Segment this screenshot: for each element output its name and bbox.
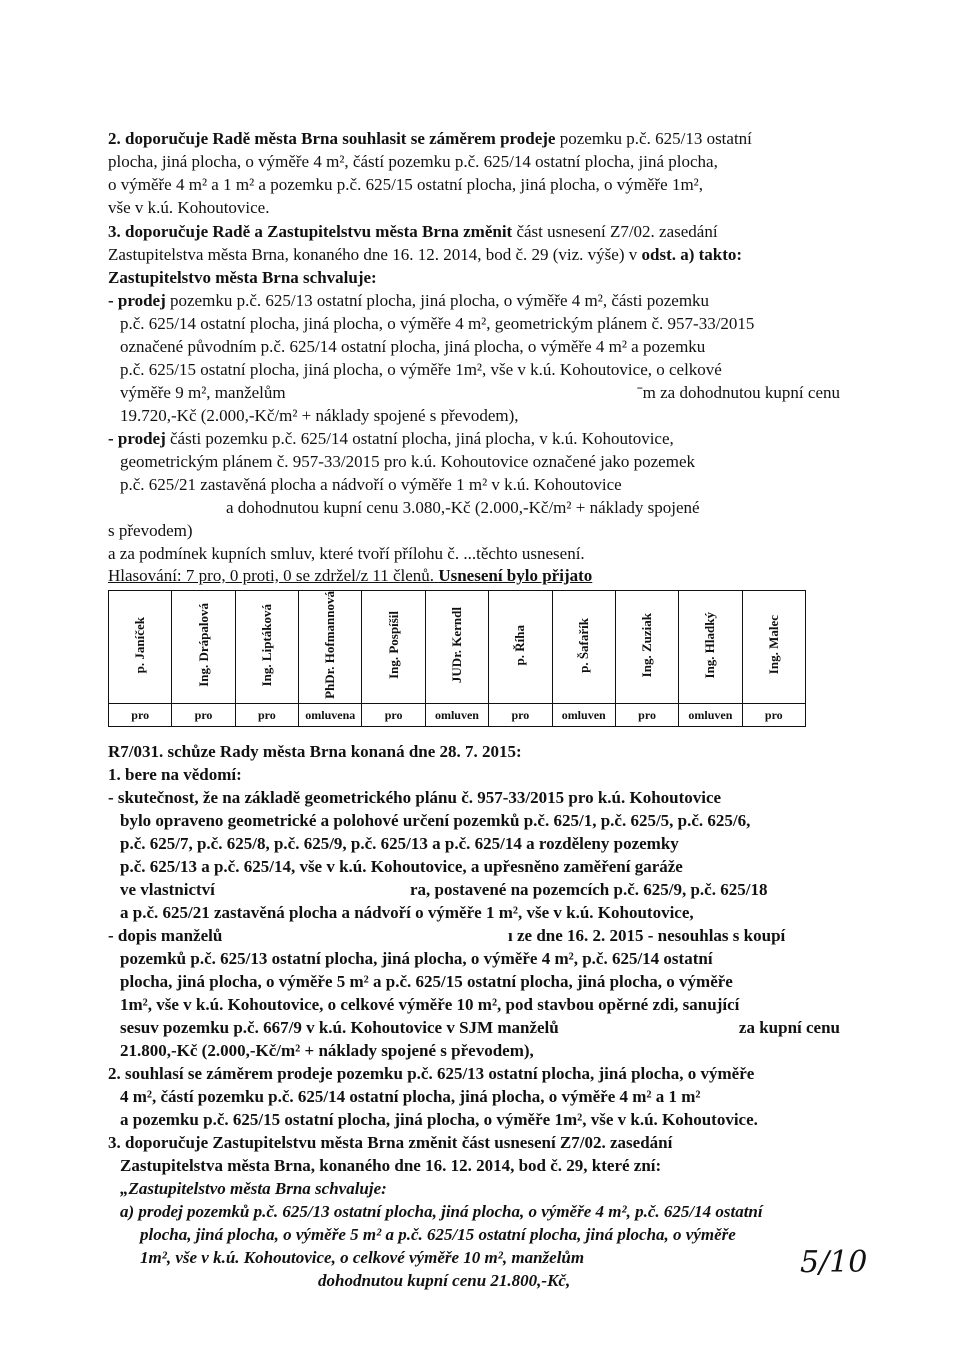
vote-value-cell: pro [362,704,425,727]
sale-l5b: ˉm za dohodnutou kupní cenu [636,383,840,402]
r7-l9: plocha, jiná plocha, o výměře 5 m² a p.č. 625/15 ostatní plocha, jiná plocha, o výměře [120,972,733,991]
r7-sub3: 3. doporučuje Zastupitelstvu města Brna změnit část usnesení Z7/02. zasedání [108,1133,673,1152]
p3-l1: část usnesení Z7/02. zasedání [516,222,718,241]
vote-name-cell [615,591,678,704]
vote-values-row [109,704,806,727]
sale-line9: p.č. 625/21 zastavěná plocha a nádvoří o výměře 1 m² v k.ú. Kohoutovice [120,475,622,494]
page-number-handwritten: 5/10 [800,1245,868,1280]
r7-l2: bylo opraveno geometrické a polohové určení pozemků p.č. 625/1, p.č. 625/5, p.č. 625/6, [120,811,751,830]
vote-value-cell: omluven [679,704,742,727]
p3-l3: Zastupitelstvo města Brna schvaluje: [108,268,377,287]
r7-line11 [120,1018,840,1038]
r7-l4: p.č. 625/13 a p.č. 625/14, vše v k.ú. Kohoutovice, a upřesněno zaměření garáže [120,857,683,876]
r7-s3l6: 1m², vše v k.ú. Kohoutovice, o celkové výměře 10 m², manželům [140,1248,585,1267]
vote-value-cell: pro [615,704,678,727]
sale-l5a: výměře 9 m², manželům [120,383,286,402]
vote-name-cell [742,591,805,704]
vote-value-cell: pro [109,704,172,727]
r7-l8: pozemků p.č. 625/13 ostatní plocha, jiná plocha, o výměře 4 m², p.č. 625/14 ostatní [120,949,713,968]
r7-l7a: - dopis manželů [108,926,223,945]
vote-name-cell [299,591,362,704]
r7-s3l5: plocha, jiná plocha, o výměře 5 m² a p.č. 625/15 ostatní plocha, jiná plocha, o výměře [140,1225,736,1244]
r7-l5b: ra, postavené na pozemcích p.č. 625/9, p.č. 625/18 [410,880,768,899]
vote-name-cell [679,591,742,704]
vote-name-cell [489,591,552,704]
vote-name-cell [362,591,425,704]
member-name: p. Šafařík [575,617,591,673]
r7-s2l3: a pozemku p.č. 625/15 ostatní plocha, jiná plocha, o výměře 1m², vše v k.ú. Kohoutovice. [120,1110,758,1129]
vote-value-cell: omluvena [299,704,362,727]
vote-summary-line [108,566,592,586]
vote-name-cell [552,591,615,704]
r7-line5 [120,880,840,900]
p2-line3: o výměře 4 m² a 1 m² a pozemku p.č. 625/15 ostatní plocha, jiná plocha, o výměře 1m², [108,175,704,194]
r7-l11a: sesuv pozemku p.č. 667/9 v k.ú. Kohoutovice v SJM manželů [120,1018,559,1037]
r7-s3l2: Zastupitelstva města Brna, konaného dne 16. 12. 2014, bod č. 29, které zní: [120,1156,662,1175]
r7-l5a: ve vlastnictví [120,880,215,899]
vote-value-cell: pro [172,704,235,727]
p3-l2: Zastupitelstva města Brna, konaného dne 16. 12. 2014, bod č. 29 (viz. výše) v [108,245,638,264]
sale-l7a: - prodej [108,429,166,448]
r7-s3l4: a) prodej pozemků p.č. 625/13 ostatní plocha, jiná plocha, o výměře 4 m², p.č. 625/14 ostatní [120,1202,763,1221]
vote-value-cell: pro [489,704,552,727]
vote-value-cell: pro [742,704,805,727]
p3-line1 [108,222,718,242]
member-name: p. Říha [512,624,528,666]
vote-names-row [109,591,806,704]
r7-l1: - skutečnost, že na základě geometrického plánu č. 957-33/2015 pro k.ú. Kohoutovice [108,788,722,807]
r7-head-line [108,742,522,762]
sale-line6: 19.720,-Kč (2.000,-Kč/m² + náklady spojené s převodem), [120,406,519,425]
sale-l13: Hlasování: 7 pro, 0 proti, 0 se zdržel/z 11 členů. [108,566,435,585]
sale-line2: p.č. 625/14 ostatní plocha, jiná plocha, o výměře 4 m², geometrickým plánem č. 957-33/2015 [120,314,755,333]
member-name: Ing. Drápalová [195,603,211,687]
p3-head: 3. doporučuje Radě a Zastupitelstvu města Brna změnit [108,222,513,241]
r7-l11b: za kupní cenu [738,1018,840,1037]
sale-line4: p.č. 625/15 ostatní plocha, jiná plocha, o výměře 1m², vše v k.ú. Kohoutovice, o celkové [120,360,722,379]
p3-line2 [108,245,742,265]
r7-sub1: 1. bere na vědomí: [108,765,242,784]
member-name: PhDr. Hofmannová [322,591,338,699]
r7-l7b: ı ze dne 16. 2. 2015 - nesouhlas s koupí [508,926,786,945]
member-name: Ing. Hladký [702,611,718,679]
p2-l1: pozemku p.č. 625/13 ostatní [559,129,752,148]
sale-line3: označené původním p.č. 625/14 ostatní plocha, jiná plocha, o výměře 4 m² a pozemku [120,337,706,356]
p2-line2: plocha, jiná plocha, o výměře 4 m², částí pozemku p.č. 625/14 ostatní plocha, jiná plocha, [108,152,718,171]
sale-l13b: Usnesení bylo přijato [438,566,593,585]
member-name: Ing. Zuziak [639,612,655,678]
member-name: Ing. Liptáková [258,603,274,687]
sale-line11: s převodem) [108,521,193,540]
r7-sub1-line [108,765,242,785]
sale-line8: geometrickým plánem č. 957-33/2015 pro k.ú. Kohoutovice označené jako pozemek [120,452,695,471]
member-name: Ing. Malec [765,615,781,675]
r7-line7 [108,926,840,946]
sale-line12: a za podmínek kupních smluv, které tvoří přílohu č. ...těchto usnesení. [108,544,585,563]
p3-l2b: odst. a) takto: [641,245,743,264]
r7-l3: p.č. 625/7, p.č. 625/8, p.č. 625/9, p.č. 625/13 a p.č. 625/14 a rozděleny pozemky [120,834,679,853]
r7-s3l3: „Zastupitelstvo města Brna schvaluje: [120,1179,387,1198]
r7-l12: 21.800,-Kč (2.000,-Kč/m² + náklady spojené s převodem), [120,1041,534,1060]
sale-l1a: - prodej [108,291,166,310]
sale-l1b: pozemku p.č. 625/13 ostatní plocha, jiná plocha, o výměře 4 m², části pozemku [170,291,710,310]
sale-line7 [108,429,674,449]
sale-l7b: části pozemku p.č. 625/14 ostatní plocha, jiná plocha, v k.ú. Kohoutovice, [170,429,674,448]
member-name: p. Janíček [132,616,148,674]
r7-l6: a p.č. 625/21 zastavěná plocha a nádvoří o výměře 1 m², vše v k.ú. Kohoutovice, [120,903,694,922]
member-name: Ing. Pospíšil [385,611,401,679]
p2-head: 2. doporučuje Radě města Brna souhlasit se záměrem prodeje [108,129,556,148]
vote-value-cell: omluven [425,704,488,727]
sale-line5 [120,383,840,403]
sale-line1 [108,291,709,311]
r7-l10: 1m², vše v k.ú. Kohoutovice, o celkové výměře 10 m², pod stavbou opěrné zdi, sanující [120,995,740,1014]
r7-head: R7/031. schůze Rady města Brna konaná dne 28. 7. 2015: [108,742,522,761]
vote-name-cell [172,591,235,704]
sale-line10: a dohodnutou kupní cenu 3.080,-Kč (2.000,-Kč/m² + náklady spojené [226,498,700,517]
vote-table [108,590,806,727]
r7-s2l2: 4 m², částí pozemku p.č. 625/14 ostatní plocha, jiná plocha, o výměře 4 m² a 1 m² [120,1087,701,1106]
r7-sub2: 2. souhlasí se záměrem prodeje pozemku p.č. 625/13 ostatní plocha, jiná plocha, o výměře [108,1064,755,1083]
member-name: JUDr. Kerndl [448,606,464,684]
vote-name-cell [109,591,172,704]
p2-line4: vše v k.ú. Kohoutovice. [108,198,270,217]
vote-value-cell: omluven [552,704,615,727]
p3-line3 [108,268,377,288]
r7-s3l7: dohodnutou kupní cenu 21.800,-Kč, [318,1271,571,1290]
vote-value-cell: pro [235,704,298,727]
p2-line1 [108,129,838,149]
vote-name-cell [235,591,298,704]
vote-name-cell [425,591,488,704]
